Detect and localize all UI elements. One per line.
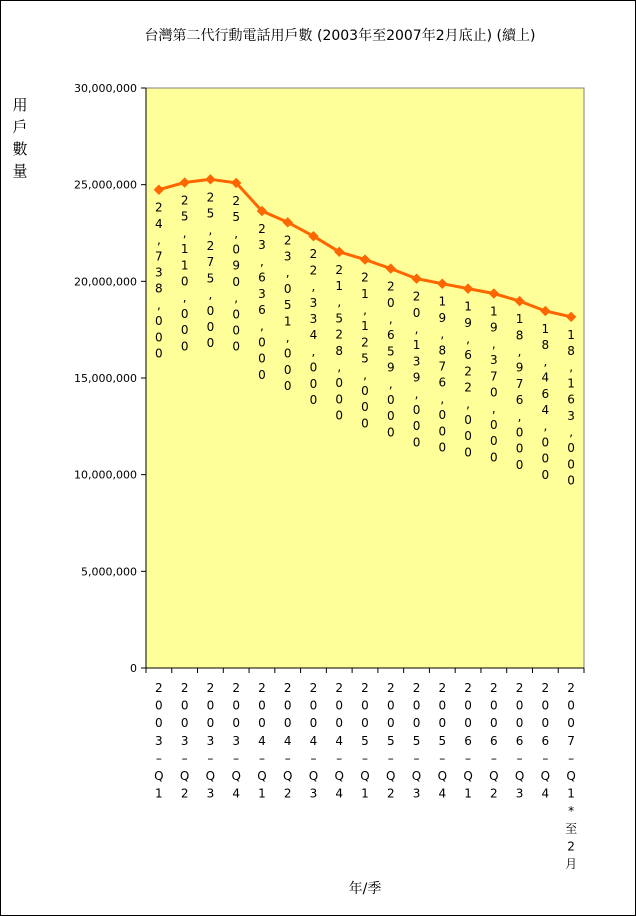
x-tick-label: 2 0 0 5 – Q 3 <box>411 681 422 801</box>
x-tick-label: 2 0 0 4 – Q 2 <box>282 681 293 801</box>
y-axis-title-char: 用 <box>12 96 28 114</box>
data-label: 2 0 , 1 3 9 , 0 0 0 <box>412 289 421 450</box>
data-label: 2 5 , 2 7 5 , 0 0 0 <box>206 190 215 351</box>
y-tick-label: 25,000,000 <box>74 178 137 192</box>
data-label: 1 8 , 4 6 4 , 0 0 0 <box>541 322 550 482</box>
data-label: 2 1 , 5 2 8 , 0 0 0 <box>335 262 344 423</box>
x-tick-label: 2 0 0 6 – Q 4 <box>540 681 551 801</box>
data-label: 1 8 , 9 7 6 , 0 0 0 <box>515 312 524 472</box>
x-tick-labels <box>154 681 577 871</box>
data-label: 2 5 , 0 9 0 , 0 0 0 <box>232 193 240 354</box>
x-tick-label: 2 0 0 5 – Q 2 <box>386 681 396 801</box>
y-axis-title-char: 戶 <box>12 118 28 136</box>
y-axis-title-char: 量 <box>12 162 28 180</box>
x-tick-label: 2 0 0 3 – Q 4 <box>231 681 241 801</box>
data-label: 2 4 , 7 3 8 , 0 0 0 <box>155 200 163 361</box>
x-tick-label: 2 0 0 4 – Q 1 <box>257 681 267 801</box>
y-axis-title <box>12 96 27 180</box>
data-label: 2 0 , 6 5 9 , 0 0 0 <box>386 279 395 440</box>
chart-title: 台灣第二代行動電話用戶數 (2003年至2007年2月底止) (續上) <box>144 28 536 44</box>
x-tick-label: 2 0 0 3 – Q 2 <box>179 681 190 801</box>
x-tick-label: 2 0 0 6 – Q 3 <box>514 681 525 801</box>
y-tick-label: 0 <box>130 662 137 675</box>
x-tick-label: 2 0 0 3 – Q 1 <box>154 681 164 801</box>
y-axis <box>74 82 146 675</box>
data-label: 1 9 , 3 7 0 , 0 0 0 <box>490 304 498 465</box>
x-tick-label: 2 0 0 3 – Q 3 <box>205 681 216 801</box>
x-tick-label: 2 0 0 7 – Q 1 *至 2 月 <box>565 681 578 871</box>
x-tick-label: 2 0 0 4 – Q 3 <box>308 681 319 801</box>
x-tick-label: 2 0 0 4 – Q 4 <box>334 681 344 801</box>
data-label: 2 3 , 6 3 6 , 0 0 0 <box>258 222 266 382</box>
y-axis-title-char: 數 <box>12 140 28 158</box>
x-tick-label: 2 0 0 6 – Q 2 <box>489 681 499 801</box>
y-tick-label: 20,000,000 <box>74 275 137 289</box>
x-tick-label: 2 0 0 5 – Q 1 <box>360 681 370 801</box>
y-tick-label: 15,000,000 <box>74 372 137 385</box>
x-axis <box>146 668 584 673</box>
x-axis-title: 年/季 <box>348 881 382 897</box>
x-tick-label: 2 0 0 6 – Q 1 <box>463 681 473 801</box>
x-tick-label: 2 0 0 5 – Q 4 <box>437 681 448 801</box>
y-tick-label: 30,000,000 <box>74 82 137 95</box>
data-label: 1 9 , 6 2 2 , 0 0 0 <box>464 299 472 460</box>
data-label: 1 9 , 8 7 6 , 0 0 0 <box>438 294 447 455</box>
data-label: 1 8 , 1 6 3 , 0 0 0 <box>567 327 575 488</box>
data-label: 2 3 , 0 5 1 , 0 0 0 <box>283 233 292 394</box>
data-label: 2 2 , 3 3 4 , 0 0 0 <box>309 247 318 408</box>
data-label: 2 5 , 1 1 0 , 0 0 0 <box>180 193 189 354</box>
data-label: 2 1 , 1 2 5 , 0 0 0 <box>361 270 369 431</box>
y-tick-label: 5,000,000 <box>81 565 137 579</box>
y-tick-label: 10,000,000 <box>74 468 137 482</box>
